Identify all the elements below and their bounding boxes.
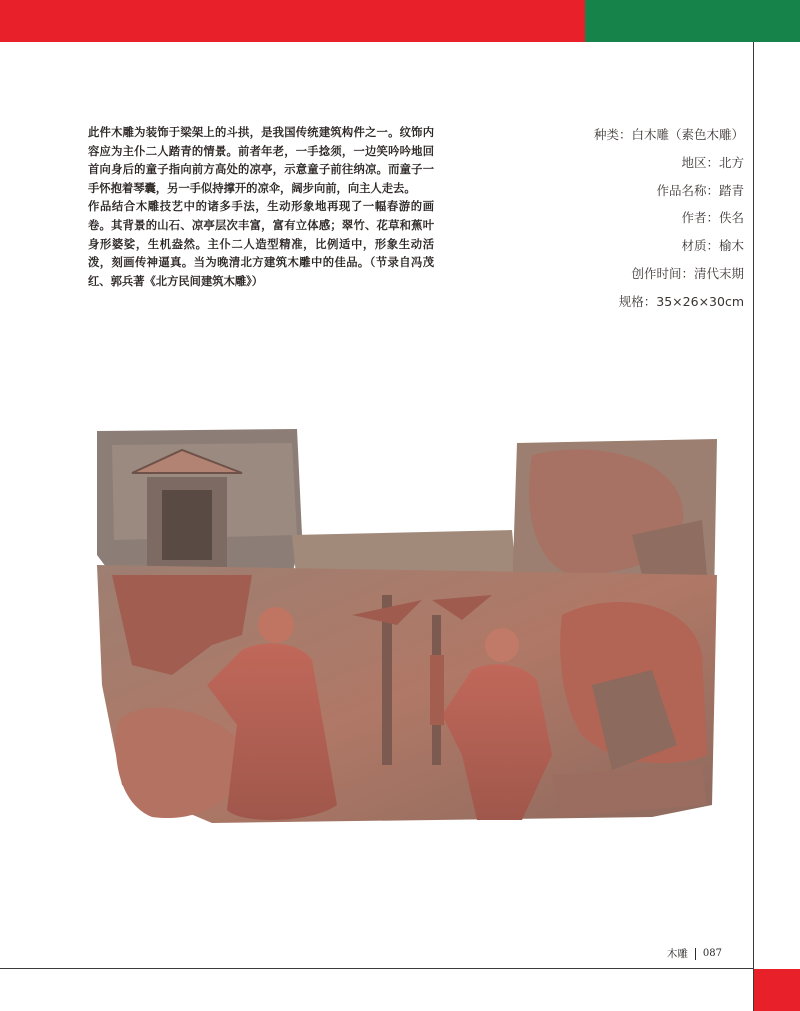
margin-rule-horizontal: [0, 968, 753, 969]
meta-size: 规格：35×26×30cm: [618, 293, 744, 309]
page-number: 087: [702, 948, 722, 959]
description-text: [88, 123, 434, 290]
meta-category: 种类：白木雕（素色木雕）: [593, 127, 744, 142]
footer-separator: [695, 948, 696, 960]
meta-title: 作品名称：踏青: [656, 182, 744, 198]
header-band-green: [585, 0, 800, 42]
corner-block-red: [754, 969, 800, 1011]
margin-rule-vertical: [753, 42, 754, 1011]
wood-carving-image: [92, 425, 718, 835]
page-footer: [667, 946, 722, 961]
header-band-red: [0, 0, 585, 42]
meta-author: 作者：佚名: [681, 210, 744, 226]
footer-section: 木雕: [666, 948, 688, 960]
meta-region: 地区：北方: [681, 154, 744, 170]
description-paragraph-2: 作品结合木雕技艺中的诸多手法，生动形象地再现了一幅春游的画卷。其背景的山石、凉亭层次丰富，富有立体感；翠竹、花草和蕉叶身形婆娑，生机盎然。主仆二人造型精准，比例适中，形象生动活泼，刻画传神逼真。当为晚清北方建筑木雕中的佳品。（节录自冯茂红、郭兵著《北方民间建筑木雕》）: [88, 199, 434, 288]
meta-material: 材质：榆木: [681, 238, 744, 254]
meta-period: 创作时间：清代末期: [631, 265, 744, 281]
artwork-meta: [504, 127, 744, 322]
description-paragraph-1: 此件木雕为装饰于梁架上的斗拱，是我国传统建筑构件之一。纹饰内容应为主仆二人踏青的情景。前者年老，一手捻须，一边笑吟吟地回首向身后的童子指向前方高处的凉亭，示意童子前往纳凉。而童子一手怀抱着琴囊，另一手似持撑开的凉伞，阔步向前，向主人走去。: [88, 125, 434, 195]
